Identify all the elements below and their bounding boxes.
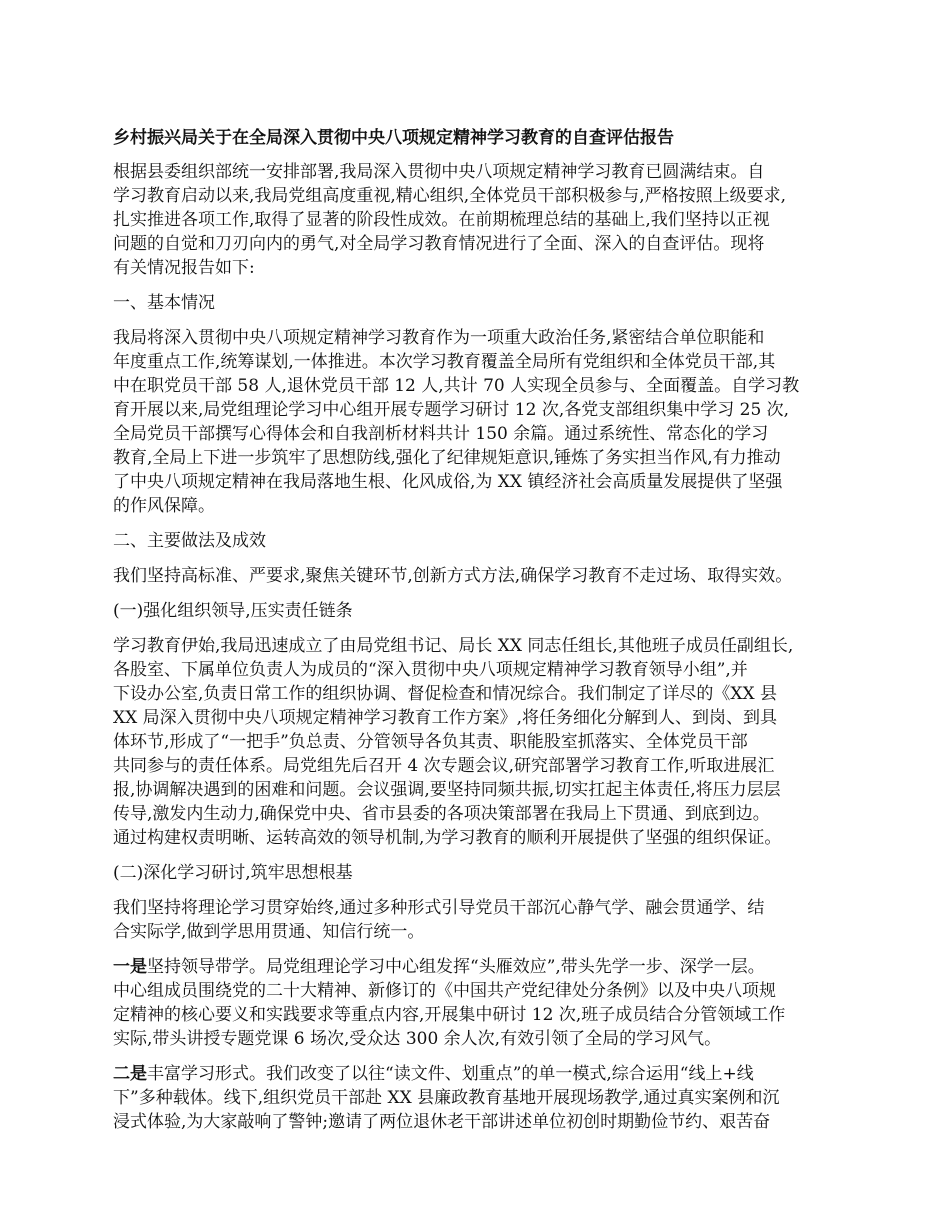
point-one-first-line — [113, 955, 853, 979]
intro-paragraph — [113, 160, 853, 280]
text-line: 定精神的核心要义和实践要求等重点内容,开展集中研讨 12 次,班子成员结合分管领域工作 — [113, 1005, 786, 1025]
text-line: 下设办公室,负责日常工作的组织协调、督促检查和情况综合。我们制定了详尽的《XX 县 — [113, 684, 778, 704]
text-line: 了中央八项规定精神在我局落地生根、化风成俗,为 XX 镇经济社会高质量发展提供了坚强 — [113, 472, 783, 492]
subsection2-heading: (二)深化学习研讨,筑牢思想根基 — [113, 863, 353, 883]
text-line: 我局将深入贯彻中央八项规定精神学习教育作为一项重大政治任务,紧密结合单位职能和 — [113, 328, 765, 348]
point-one-lead: 一是 — [113, 957, 147, 977]
section2-intro — [113, 564, 853, 588]
document-title: 乡村振兴局关于在全局深入贯彻中央八项规定精神学习教育的自查评估报告 — [113, 128, 674, 148]
text-line: 全局党员干部撰写心得体会和自我剖析材料共计 150 余篇。通过系统性、常态化的学习 — [113, 424, 769, 444]
text-line: 扎实推进各项工作,取得了显著的阶段性成效。在前期梳理总结的基础上,我们坚持以正视 — [113, 210, 770, 230]
section1-heading: 一、基本情况 — [113, 293, 215, 313]
text-line: 根据县委组织部统一安排部署,我局深入贯彻中央八项规定精神学习教育已圆满结束。自 — [113, 162, 765, 182]
text-line: 学习教育启动以来,我局党组高度重视,精心组织,全体党员干部积极参与,严格按照上级要求, — [113, 186, 787, 206]
point-one-rest — [113, 979, 853, 1051]
text-line: 我们坚持高标准、严要求,聚焦关键环节,创新方式方法,确保学习教育不走过场、取得实效。 — [113, 566, 793, 586]
text-line: 传导,激发内生动力,确保党中央、省市县委的各项决策部署在我局上下贯通、到底到边。 — [113, 804, 770, 824]
text-line: 体环节,形成了“一把手”负总责、分管领导各负其责、职能股室抓落实、全体党员干部 — [113, 732, 748, 752]
point-two-text: 丰富学习形式。我们改变了以往“读文件、划重点”的单一模式,综合运用“线上+线 — [147, 1064, 754, 1084]
section2-heading: 二、主要做法及成效 — [113, 531, 266, 551]
text-line: 实际,带头讲授专题党课 6 场次,受众达 300 余人次,有效引领了全局的学习风气。 — [113, 1029, 722, 1049]
text-line: 浸式体验,为大家敲响了警钟;邀请了两位退休老干部讲述单位初创时期勤俭节约、艰苦奋 — [113, 1112, 771, 1132]
point-one-text: 坚持领导带学。局党组理论学习中心组发挥“头雁效应”,带头先学一步、深学一层。 — [147, 957, 765, 977]
text-line: 各股室、下属单位负责人为成员的“深入贯彻中央八项规定精神学习教育领导小组”,并 — [113, 660, 748, 680]
document-page — [113, 126, 853, 1145]
subsection1-body — [113, 634, 853, 850]
text-line: 报,协调解决遇到的困难和问题。会议强调,要坚持同频共振,切实扛起主体责任,将压力层层 — [113, 780, 781, 800]
subsection1-heading: (一)强化组织领导,压实责任链条 — [113, 601, 353, 621]
text-line: 中心组成员围绕党的二十大精神、新修订的《中国共产党纪律处分条例》以及中央八项规 — [113, 981, 776, 1001]
point-two-lead: 二是 — [113, 1064, 147, 1084]
text-line: 有关情况报告如下: — [113, 258, 255, 278]
text-line: 共同参与的责任体系。局党组先后召开 4 次专题会议,研究部署学习教育工作,听取进展汇 — [113, 756, 775, 776]
text-line: 育开展以来,局党组理论学习中心组开展专题学习研讨 12 次,各党支部组织集中学习 25 次, — [113, 400, 790, 420]
point-two — [113, 1062, 853, 1134]
text-line: 通过构建权责明晰、运转高效的领导机制,为学习教育的顺利开展提供了坚强的组织保证。 — [113, 828, 782, 848]
point-two-rest — [113, 1086, 853, 1134]
section1-body — [113, 326, 853, 518]
text-line: 下”多种载体。线下,组织党员干部赴 XX 县廉政教育基地开展现场教学,通过真实案例和沉 — [113, 1088, 780, 1108]
text-line: 问题的自觉和刀刃向内的勇气,对全局学习教育情况进行了全面、深入的自查评估。现将 — [113, 234, 765, 254]
text-line: 学习教育伊始,我局迅速成立了由局党组书记、局长 XX 同志任组长,其他班子成员任副组长, — [113, 636, 794, 656]
text-line: 年度重点工作,统筹谋划,一体推进。本次学习教育覆盖全局所有党组织和全体党员干部,其 — [113, 352, 776, 372]
point-one — [113, 955, 853, 1051]
text-line: 我们坚持将理论学习贯穿始终,通过多种形式引导党员干部沉心静气学、融会贯通学、结 — [113, 898, 765, 918]
subsection2-body — [113, 896, 853, 944]
text-line: 合实际学,做到学思用贯通、知信行统一。 — [113, 922, 425, 942]
point-two-first-line — [113, 1062, 853, 1086]
text-line: 的作风保障。 — [113, 496, 215, 516]
text-line: XX 局深入贯彻中央八项规定精神学习教育工作方案》,将任务细化分解到人、到岗、到具 — [113, 708, 778, 728]
text-line: 教育,全局上下进一步筑牢了思想防线,强化了纪律规矩意识,锤炼了务实担当作风,有力推动 — [113, 448, 781, 468]
text-line: 中在职党员干部 58 人,退休党员干部 12 人,共计 70 人实现全员参与、全面覆盖。自学习教 — [113, 376, 800, 396]
